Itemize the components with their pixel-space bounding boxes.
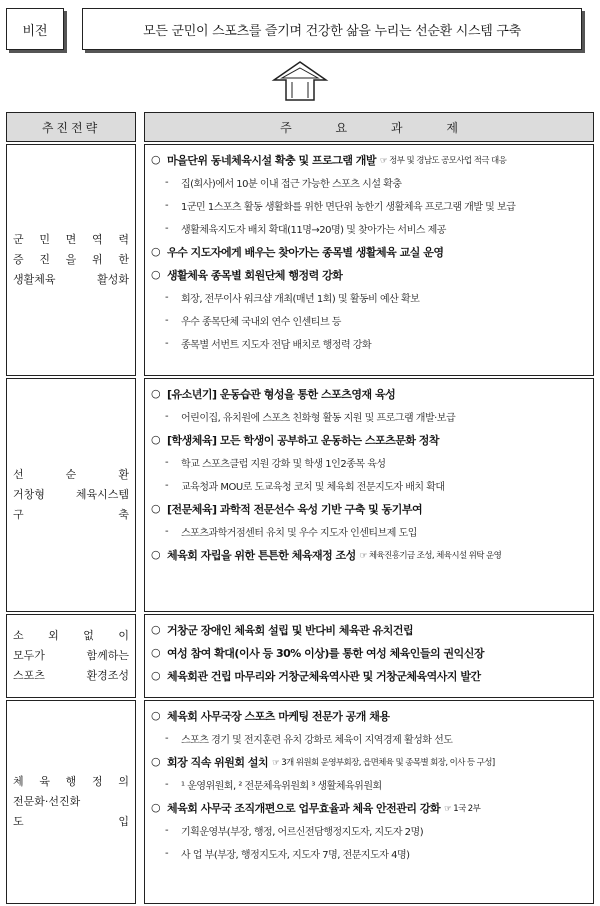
strategy-cell (6, 700, 136, 904)
task-cell (144, 144, 594, 376)
task-text: 기획운영부(부장, 행정, 어르신전담행정지도자, 지도자 2명) (181, 827, 424, 838)
task-item (151, 618, 585, 641)
strategy-line: 선 순 환 (13, 468, 129, 481)
task-text: 종목별 서번트 지도자 전담 배치로 행정력 강화 (181, 340, 372, 351)
task-text: 집(회사)에서 10분 이내 접근 가능한 스포츠 시설 확충 (181, 179, 402, 190)
task-item (151, 543, 585, 566)
bullet: - (165, 338, 169, 349)
strategy-line: 생활체육 활성화 (13, 273, 129, 286)
bullet: ○ (151, 548, 161, 561)
bullet: ○ (151, 646, 161, 659)
task-subitem (151, 520, 585, 543)
task-text: [학생체육] 모든 학생이 공부하고 운동하는 스포츠문화 정착 (167, 433, 440, 447)
task-subitem (151, 194, 585, 217)
task-cell (144, 700, 594, 904)
bullet: - (165, 779, 169, 790)
task-text: 마을단위 동네체육시설 확충 및 프로그램 개발 (167, 153, 377, 167)
task-cell (144, 614, 594, 698)
strategy-line: 도 입 (13, 815, 129, 828)
task-item (151, 704, 585, 727)
bullet: - (165, 733, 169, 744)
strategy-line: 구 축 (13, 508, 129, 521)
task-text: 어린이집, 유치원에 스포츠 친화형 활동 지원 및 프로그램 개발·보급 (181, 413, 456, 424)
task-item (151, 148, 585, 171)
vision-label: 비전 (6, 8, 64, 50)
task-text: 체육회 사무국 조직개편으로 업무효율과 체육 안전관리 강화 (167, 801, 441, 815)
strategy-line: 스포츠 환경조성 (13, 669, 129, 682)
strategy-line: 모두가 함께하는 (13, 649, 129, 662)
bullet: - (165, 315, 169, 326)
task-item (151, 428, 585, 451)
task-text: 생활체육지도자 배치 확대(11명→20명) 및 찾아가는 서비스 제공 (181, 225, 446, 236)
strategy-line: 군 민 면 역 력 (13, 233, 129, 246)
bullet: ○ (151, 502, 161, 515)
task-subitem (151, 217, 585, 240)
task-text: [유소년기] 운동습관 형성을 통한 스포츠영재 육성 (167, 387, 396, 401)
task-item (151, 641, 585, 664)
bullet: - (165, 200, 169, 211)
bullet: - (165, 292, 169, 303)
task-cell (144, 378, 594, 612)
task-item (151, 796, 585, 819)
task-text: 회장, 전무이사 워크샵 개최(매년 1회) 및 활동비 예산 확보 (181, 294, 420, 305)
task-subitem (151, 819, 585, 842)
task-text: 여성 참여 확대(이사 등 30% 이상)를 통한 여성 체육인들의 권익신장 (167, 646, 484, 660)
strategy-line: 전문화·선진화 (13, 795, 81, 808)
vision-statement: 모든 군민이 스포츠를 즐기며 건강한 삶을 누리는 선순환 시스템 구축 (82, 8, 582, 50)
task-item (151, 497, 585, 520)
task-note: ☞ 3개 위원회 운영부회장, 읍면체육 및 종목별 회장, 이사 등 구성] (272, 757, 495, 768)
task-subitem (151, 474, 585, 497)
task-text: 스포츠 경기 및 전지훈련 유치 강화로 체육이 지역경제 활성화 선도 (181, 735, 453, 746)
bullet: - (165, 457, 169, 468)
task-note: ☞ 체육진흥기금 조성, 체육시설 위탁 운영 (359, 550, 502, 561)
bullet: - (165, 411, 169, 422)
bullet: ○ (151, 801, 161, 814)
task-item (151, 240, 585, 263)
strategy-header: 추진전략 (6, 112, 136, 142)
task-text: 우수 종목단체 국내외 연수 인센티브 등 (181, 317, 341, 328)
strategy-line: 증 진 을 위 한 (13, 253, 129, 266)
bullet: - (165, 825, 169, 836)
task-text: 사 업 부(부장, 행정지도자, 지도자 7명, 전문지도자 4명) (181, 850, 410, 861)
task-subitem (151, 171, 585, 194)
bullet: ○ (151, 755, 161, 768)
task-text: 스포츠과학거점센터 유치 및 우수 지도자 인센티브제 도입 (181, 528, 417, 539)
task-text: 체육회 사무국장 스포츠 마케팅 전문가 공개 채용 (167, 709, 390, 723)
strategy-cell (6, 378, 136, 612)
bullet: ○ (151, 387, 161, 400)
task-item (151, 263, 585, 286)
strategy-line: 소 외 없 이 (13, 629, 129, 642)
task-text: [전문체육] 과학적 전문선수 육성 기반 구축 및 동기부여 (167, 502, 423, 516)
task-note: ☞ 정부 및 경남도 공모사업 적극 대응 (380, 155, 507, 166)
strategy-line: 거창형 체육시스템 (13, 488, 129, 501)
task-text: 우수 지도자에게 배우는 찾아가는 종목별 생활체육 교실 운영 (167, 245, 444, 259)
task-text: 생활체육 종목별 회원단체 행정력 강화 (167, 268, 343, 282)
task-item (151, 750, 585, 773)
bullet: - (165, 223, 169, 234)
task-item (151, 664, 585, 687)
task-text: ¹ 운영위원회, ² 전문체육위원회 ³ 생활체육위원회 (181, 781, 382, 792)
task-text: 학교 스포츠클럽 지원 강화 및 학생 1인2종목 육성 (181, 459, 386, 470)
bullet: - (165, 480, 169, 491)
task-subitem (151, 773, 585, 796)
strategy-line: 체 육 행 정 의 (13, 775, 129, 788)
task-text: 체육회관 건립 마무리와 거창군체육역사관 및 거창군체육역사지 발간 (167, 669, 481, 683)
task-subitem (151, 309, 585, 332)
tasks-header: 주 요 과 제 (144, 112, 594, 142)
bullet: ○ (151, 669, 161, 682)
task-subitem (151, 332, 585, 355)
task-text: 거창군 장애인 체육회 설립 및 반다비 체육관 유치건립 (167, 623, 414, 637)
task-subitem (151, 286, 585, 309)
strategy-cell (6, 144, 136, 376)
bullet: ○ (151, 153, 161, 166)
bullet: - (165, 848, 169, 859)
up-arrow-icon (270, 60, 330, 102)
bullet: ○ (151, 245, 161, 258)
task-subitem (151, 842, 585, 865)
task-text: 체육회 자립을 위한 튼튼한 체육재정 조성 (167, 548, 356, 562)
task-item (151, 382, 585, 405)
bullet: - (165, 526, 169, 537)
task-subitem (151, 727, 585, 750)
task-text: 1군민 1스포츠 활동 생활화를 위한 면단위 농한기 생활체육 프로그램 개발 및 보급 (181, 202, 516, 213)
bullet: - (165, 177, 169, 188)
bullet: ○ (151, 433, 161, 446)
task-subitem (151, 405, 585, 428)
strategy-cell (6, 614, 136, 698)
bullet: ○ (151, 623, 161, 636)
task-text: 교육청과 MOU로 도교육청 코치 및 체육회 전문지도자 배치 확대 (181, 482, 445, 493)
bullet: ○ (151, 268, 161, 281)
task-subitem (151, 451, 585, 474)
task-note: ☞ 1국 2부 (444, 803, 481, 814)
bullet: ○ (151, 709, 161, 722)
task-text: 회장 직속 위원회 설치 (167, 755, 269, 769)
